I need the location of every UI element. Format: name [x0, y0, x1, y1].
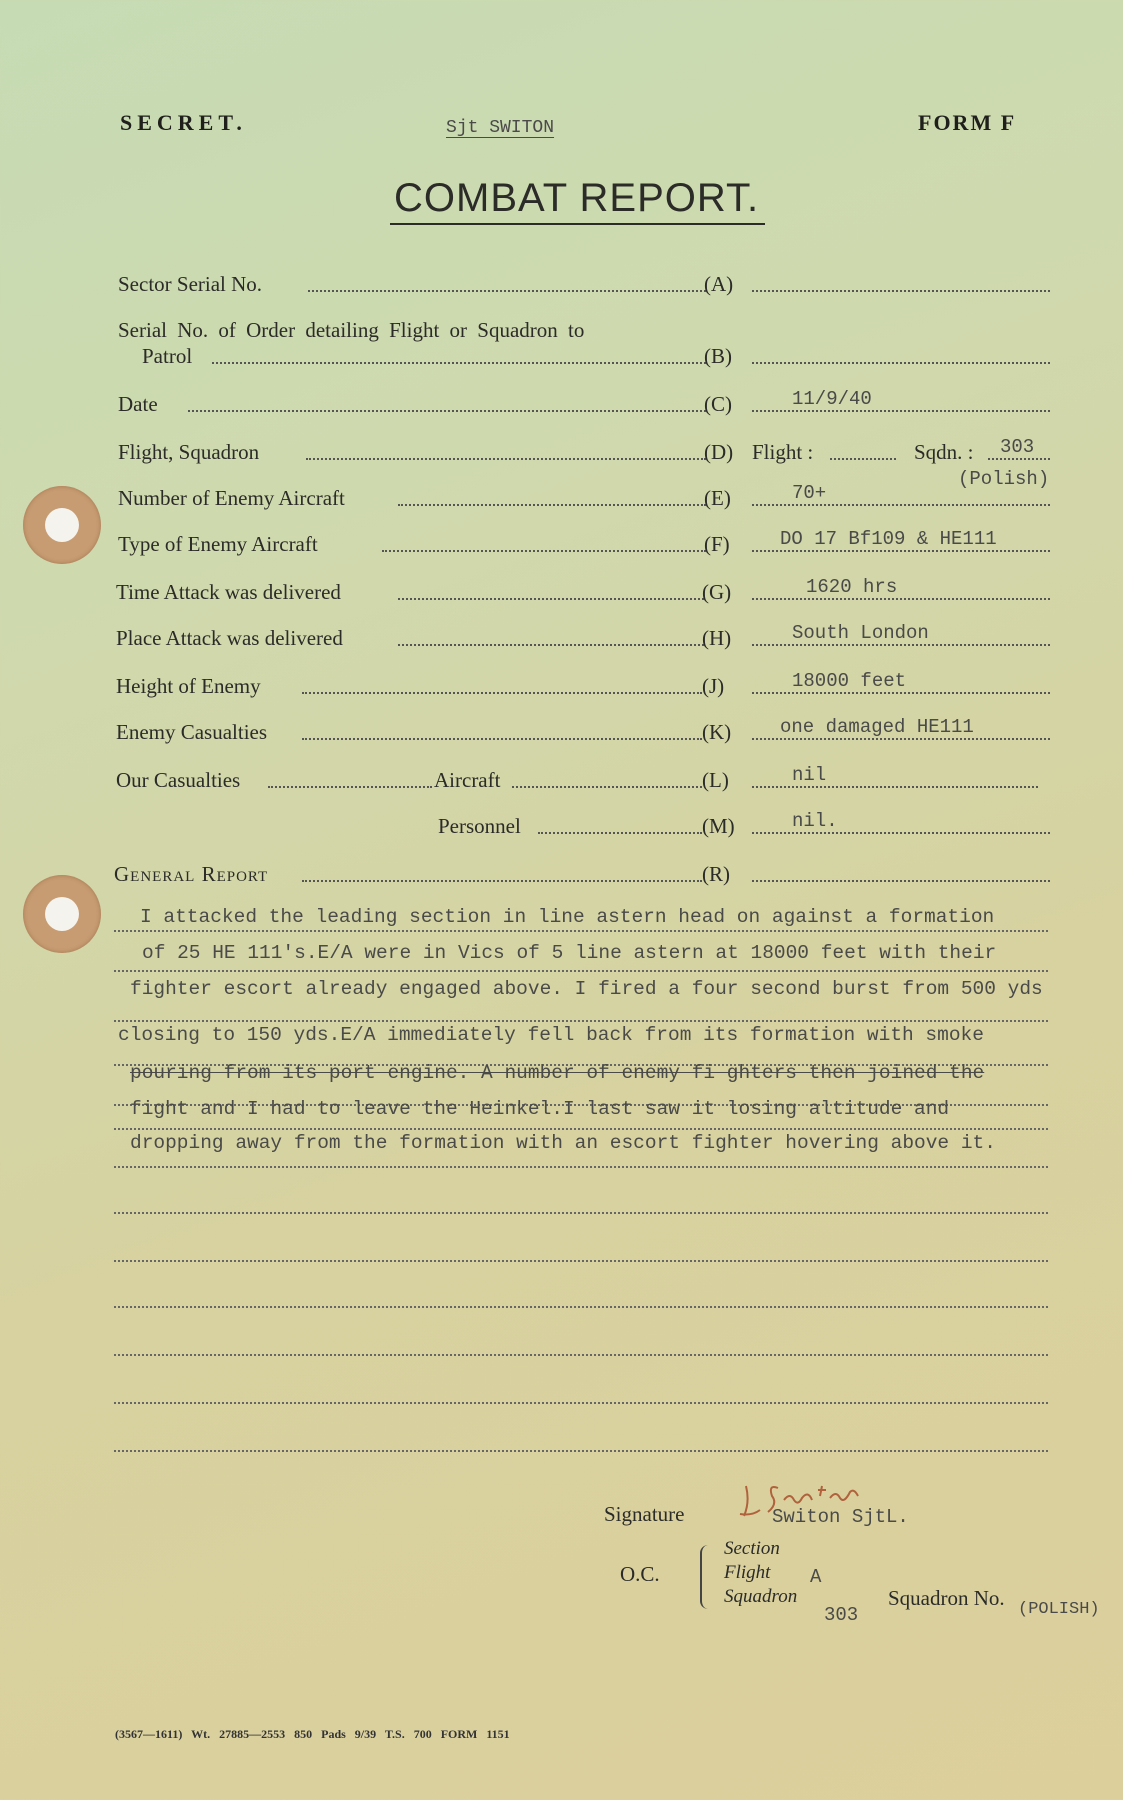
- dotted-line: [512, 786, 702, 788]
- field-label-our-casualties: Our Casualties: [116, 768, 241, 792]
- report-line: closing to 150 yds.E/A immediately fell back from its formation with smoke: [118, 1024, 984, 1046]
- squadron-sub-label: Sqdn. :: [914, 440, 974, 464]
- dotted-line: [308, 290, 706, 292]
- field-label-number-enemy: Number of Enemy Aircraft: [118, 486, 345, 510]
- squadron-note: (Polish): [958, 468, 1050, 490]
- answer-line: [752, 504, 1050, 506]
- field-label-aircraft: Aircraft: [434, 768, 501, 792]
- oc-label: O.C.: [620, 1562, 660, 1586]
- squadron-no-label: Squadron No.: [888, 1586, 1005, 1610]
- answer-line: [752, 832, 1050, 834]
- field-value-place-attack: South London: [792, 622, 929, 644]
- report-rule: [114, 1260, 1048, 1262]
- flight-sub-label: Flight :: [752, 440, 814, 464]
- field-value-enemy-casualties: one damaged HE111: [780, 716, 974, 738]
- report-rule: [114, 970, 1048, 972]
- field-code-h: (H): [702, 626, 732, 650]
- field-label-time-attack: Time Attack was delivered: [116, 580, 341, 604]
- field-code-k: (K): [702, 720, 732, 744]
- printer-footer: (3567—1611) Wt. 27885—2553 850 Pads 9/39 T.S. 700 FORM 1151: [115, 1727, 510, 1741]
- dotted-line: [382, 550, 706, 552]
- field-label-personnel: Personnel: [438, 814, 521, 838]
- field-value-number-enemy: 70+: [792, 482, 827, 504]
- report-rule: [114, 1306, 1048, 1308]
- answer-line: [752, 410, 1050, 412]
- report-rule: [114, 1128, 1048, 1130]
- dotted-line: [188, 410, 706, 412]
- oc-option-section: Section: [724, 1538, 780, 1559]
- pilot-name-stamp: Sjt SWITON: [446, 118, 555, 138]
- report-line: I attacked the leading section in line astern head on against a formation: [140, 906, 995, 928]
- flight-value: A: [810, 1566, 822, 1588]
- report-line: pouring from its port engine. A number of enemy fi ghters then joined the: [130, 1062, 985, 1084]
- dotted-line: [306, 458, 706, 460]
- brace-bracket: [700, 1545, 710, 1609]
- field-label-order-serial: Serial No. of Order detailing Flight or Squadron to: [118, 318, 585, 342]
- field-label-height-enemy: Height of Enemy: [116, 674, 261, 698]
- dotted-line: [398, 644, 704, 646]
- report-rule: [114, 1212, 1048, 1214]
- report-rule: [114, 1450, 1048, 1452]
- report-line: fighter escort already engaged above. I fired a four second burst from 500 yds: [130, 978, 1043, 1000]
- field-value-time-attack: 1620 hrs: [806, 576, 898, 598]
- field-code-a: (A): [704, 272, 734, 296]
- dotted-line: [398, 504, 706, 506]
- field-code-f: (F): [704, 532, 730, 556]
- field-value-squadron: 303: [1000, 436, 1035, 458]
- form-code: FORM F: [918, 110, 1017, 135]
- answer-line: [752, 880, 1050, 882]
- answer-line: [752, 692, 1050, 694]
- oc-option-flight: Flight: [724, 1562, 771, 1583]
- report-rule: [114, 1020, 1048, 1022]
- answer-line: [752, 362, 1050, 364]
- field-code-e: (E): [704, 486, 731, 510]
- dotted-line: [398, 598, 704, 600]
- field-code-b: (B): [704, 344, 732, 368]
- answer-line: [752, 786, 1038, 788]
- dotted-line: [302, 738, 702, 740]
- field-label-date: Date: [118, 392, 158, 416]
- field-value-aircraft: nil: [792, 764, 827, 786]
- field-label-enemy-casualties: Enemy Casualties: [116, 720, 268, 744]
- field-label-type-enemy: Type of Enemy Aircraft: [118, 532, 318, 556]
- field-code-j: (J): [702, 674, 725, 698]
- dotted-line: [212, 362, 706, 364]
- typed-signature: Switon SjtL.: [772, 1506, 909, 1528]
- report-rule: [114, 930, 1048, 932]
- report-line: fight and I had to leave the Heinkel.I last saw it losing altitude and: [130, 1098, 950, 1120]
- squadron-no-value: (POLISH): [1018, 1600, 1100, 1619]
- field-label-general-report: General Report: [114, 862, 269, 886]
- punch-hole-top: [23, 486, 101, 564]
- field-code-m: (M): [702, 814, 735, 838]
- answer-line: [988, 458, 1050, 460]
- dotted-line: [538, 832, 702, 834]
- oc-option-squadron: Squadron: [724, 1586, 798, 1607]
- dotted-line: [302, 692, 702, 694]
- field-code-l: (L): [702, 768, 729, 792]
- answer-line: [752, 290, 1050, 292]
- page-title: COMBAT REPORT.: [390, 176, 765, 225]
- field-label-place-attack: Place Attack was delivered: [116, 626, 343, 650]
- punch-hole-bottom: [23, 875, 101, 953]
- report-rule: [114, 1166, 1048, 1168]
- answer-line: [830, 458, 896, 460]
- field-code-r: (R): [702, 862, 730, 886]
- classification-label: SECRET.: [120, 110, 247, 135]
- answer-line: [752, 598, 1050, 600]
- dotted-line: [268, 786, 432, 788]
- answer-line: [752, 550, 1050, 552]
- field-label-sector-serial: Sector Serial No.: [118, 272, 263, 296]
- field-code-c: (C): [704, 392, 732, 416]
- field-label-patrol: Patrol: [142, 344, 193, 368]
- field-code-d: (D): [704, 440, 734, 464]
- report-rule: [114, 1402, 1048, 1404]
- answer-line: [752, 738, 1050, 740]
- report-line: of 25 HE 111's.E/A were in Vics of 5 line astern at 18000 feet with their: [142, 942, 997, 964]
- answer-line: [752, 644, 1050, 646]
- signature-label: Signature: [604, 1502, 685, 1526]
- field-value-height-enemy: 18000 feet: [792, 670, 907, 692]
- field-value-personnel: nil.: [792, 810, 838, 832]
- squadron-value: 303: [824, 1604, 859, 1626]
- report-line: dropping away from the formation with an escort fighter hovering above it.: [130, 1132, 996, 1154]
- report-rule: [114, 1354, 1048, 1356]
- field-value-date: 11/9/40: [792, 388, 872, 410]
- field-value-type-enemy: DO 17 Bf109 & HE111: [780, 528, 997, 550]
- field-label-flight-squadron: Flight, Squadron: [118, 440, 260, 464]
- dotted-line: [302, 880, 702, 882]
- field-code-g: (G): [702, 580, 732, 604]
